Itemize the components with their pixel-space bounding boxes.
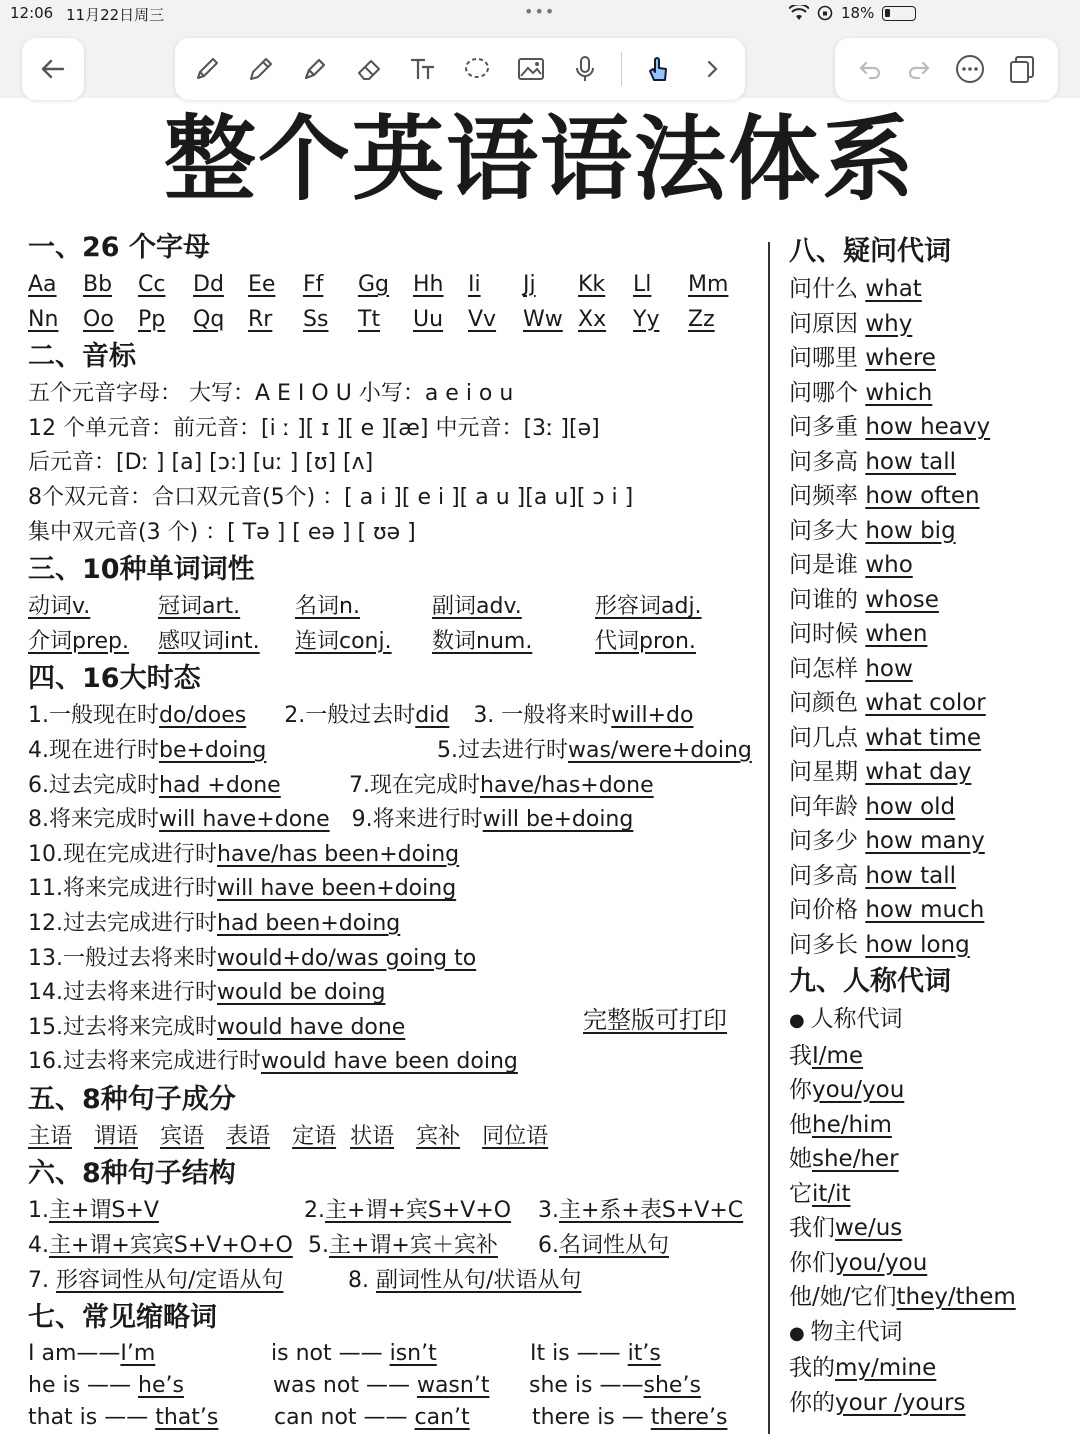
marker-icon [300, 54, 330, 84]
pos-item: 数词num. [432, 628, 533, 654]
interrogative-item-label: 问多大 [789, 517, 866, 544]
letter-pair: Nn [28, 306, 59, 332]
phonetics-line: 集中双元音(3 个) ：[ Tə ] [ eə ] [ ʊə ] [28, 519, 416, 545]
letter-pair: Kk [578, 272, 606, 297]
pos-item: 名词n. [295, 594, 360, 620]
tense-row [28, 769, 758, 804]
letter-pair: Vv [468, 306, 497, 332]
printable-version-link[interactable]: 完整版可打印 [583, 1006, 727, 1034]
interrogative-item-value: who [865, 552, 913, 578]
tense-formula: be+doing [159, 737, 267, 763]
pos-item: 连词conj. [295, 628, 392, 654]
tense-row [28, 942, 758, 977]
interrogative-item [789, 859, 1074, 894]
tense-label: 14.过去将来进行时 [28, 980, 217, 1006]
phonetics-line: 8个双元音：合口双元音(5个) ：[ a i ][ e i ][ a u ][a u][ ɔ i ] [28, 484, 634, 510]
interrogative-item-label: 问哪里 [789, 345, 866, 371]
pos-item: 冠词art. [158, 594, 241, 620]
tense-label: 12.过去完成进行时 [28, 910, 217, 936]
pronoun-item-value: she/her [812, 1146, 899, 1172]
phonetics-line: 12 个单元音：前元音：[i ː ][ ɪ ][ e ][æ] 中元音：[3ː ][ə] [28, 415, 600, 441]
tense-formula: will have been+doing [217, 876, 457, 902]
tense-row [28, 872, 758, 907]
letter-pair: Mm [688, 272, 729, 297]
interrogative-item-label: 问星期 [789, 759, 866, 785]
tense-formula: was/were+doing [568, 737, 752, 763]
tense-label: 9.将来进行时 [351, 807, 483, 833]
image-icon [516, 54, 546, 84]
page-title: 整个英语语法体系 [163, 106, 916, 213]
letters-row-2 [28, 303, 758, 338]
letter-pair: Jj [523, 272, 536, 297]
pronoun-item [789, 1211, 1074, 1246]
contraction-short: it’s [627, 1341, 661, 1367]
pos-item: 动词v. [28, 594, 91, 620]
contraction-short: isn’t [389, 1341, 437, 1367]
interrogative-item [789, 790, 1074, 825]
interrogative-item-label: 问多少 [789, 828, 866, 854]
possessive-item-value: your /yours [835, 1389, 966, 1416]
letter-pair: Aa [28, 272, 57, 297]
contraction-full: can not —— [274, 1405, 415, 1431]
text-tool-icon [408, 54, 438, 84]
redo-icon[interactable] [905, 55, 933, 83]
tense-label: 8.将来完成时 [28, 807, 159, 833]
pronoun-item-value: it/it [812, 1180, 851, 1207]
structure-number: 5. [308, 1233, 329, 1259]
pronoun-item [789, 1073, 1074, 1108]
tense-label: 6.过去完成时 [28, 772, 159, 798]
pos-row-1 [28, 590, 758, 625]
section-tenses-title: 四、16大时态 [28, 663, 201, 695]
tense-formula: will be+doing [482, 807, 634, 833]
structure-item: 副词性从句/状语从句 [375, 1267, 582, 1293]
letter-pair: Ii [468, 272, 481, 297]
interrogative-item-value: what day [865, 759, 972, 785]
structure-number: 2. [304, 1198, 325, 1224]
sentence-elements-row [28, 1120, 758, 1155]
pronoun-item-value: you/you [812, 1077, 905, 1103]
structure-item: 形容词性从句/定语从句 [55, 1267, 284, 1293]
structure-number: 6. [538, 1233, 559, 1259]
pronoun-item [789, 1177, 1074, 1212]
contraction-short: there’s [650, 1405, 728, 1431]
tense-formula: had +done [159, 772, 281, 798]
tense-formula: will have+done [159, 807, 330, 833]
contraction-full: is not —— [271, 1341, 390, 1367]
structure-number: 7. [28, 1267, 56, 1293]
marker-tool[interactable] [297, 51, 333, 87]
back-button[interactable] [22, 38, 84, 100]
contraction-short: that’s [155, 1405, 219, 1431]
structure-number: 8. [348, 1267, 376, 1293]
section-personal-pronouns-title: 九、人称代词 [789, 966, 951, 997]
pos-item: 感叹词int. [158, 628, 260, 654]
interrogative-item-value: how old [865, 793, 956, 820]
interrogative-item [789, 272, 1074, 307]
pronoun-item-value: he/him [812, 1111, 892, 1138]
tense-label: 16.过去将来完成进行时 [28, 1049, 261, 1075]
structure-number: 1. [28, 1198, 49, 1224]
eraser-icon [354, 54, 384, 84]
interrogative-item [789, 479, 1074, 514]
letter-pair: Oo [83, 306, 114, 332]
status-time: 12:06 [10, 4, 54, 22]
tense-formula: had been+doing [217, 910, 401, 936]
structure-item: 主+谓+宾宾S+V+O+O [49, 1233, 293, 1259]
interrogative-item-label: 问频率 [789, 483, 866, 509]
interrogative-item [789, 928, 1074, 963]
more-tools-button[interactable] [694, 51, 730, 87]
structure-item: 主+系+表S+V+C [559, 1198, 744, 1224]
contraction-short: I’m [120, 1341, 156, 1367]
tense-label: 11.将来完成进行时 [28, 876, 217, 902]
interrogative-item [789, 617, 1074, 652]
letter-pair: Ee [248, 272, 276, 297]
tense-label: 4.现在进行时 [28, 737, 159, 763]
structure-row [28, 1194, 758, 1229]
section-interrogatives-title: 八、疑问代词 [789, 236, 951, 267]
pronoun-item [789, 1280, 1074, 1315]
pronoun-item [789, 1039, 1074, 1074]
letter-pair: Tt [358, 306, 381, 332]
image-tool[interactable] [513, 51, 549, 87]
sentence-element: 宾语 [160, 1123, 205, 1149]
interrogative-item [789, 341, 1074, 376]
letter-pair: Uu [413, 306, 444, 332]
lasso-icon [462, 54, 492, 84]
interrogative-item-value: how much [865, 897, 985, 923]
interrogative-item-label: 问多长 [789, 931, 866, 958]
pencil-tool[interactable] [189, 51, 225, 87]
structure-row [28, 1229, 758, 1264]
tense-label: 13.一般过去将来时 [28, 945, 217, 971]
status-bar [0, 0, 1080, 28]
structure-row [28, 1264, 758, 1299]
pronoun-item-label: 你们 [789, 1249, 835, 1276]
interrogative-item-label: 问多高 [789, 862, 866, 889]
interrogative-item [789, 686, 1074, 721]
chevron-right-icon [697, 54, 727, 84]
sentence-element: 宾补 [416, 1123, 461, 1149]
phonetics-line: 五个元音字母： 大写：A E I O U 小写：a e i o u [28, 381, 514, 407]
sentence-element: 谓语 [94, 1123, 139, 1149]
interrogative-item [789, 824, 1074, 859]
touch-icon [643, 54, 673, 84]
tense-formula: would have been doing [261, 1049, 518, 1075]
tense-label: 3. 一般将来时 [473, 703, 612, 729]
letter-pair: Qq [193, 306, 225, 332]
interrogative-item-label: 问年龄 [789, 793, 866, 820]
pronoun-item [789, 1108, 1074, 1143]
pronoun-bullet: ● 人称代词 [789, 1002, 1074, 1039]
sentence-element: 状语 [350, 1123, 395, 1149]
interrogative-item-label: 问怎样 [789, 655, 866, 682]
status-date: 11月22日周三 [66, 6, 165, 24]
pos-item: 代词pron. [595, 628, 696, 654]
structure-item: 名词性从句 [559, 1233, 670, 1259]
letter-pair: Yy [633, 306, 660, 332]
structure-item: 主+谓S+V [49, 1198, 159, 1224]
structure-number: 3. [538, 1198, 559, 1224]
letter-pair: Ss [303, 306, 329, 332]
touch-tool[interactable] [640, 51, 676, 87]
pronoun-item-label: 我们 [789, 1215, 835, 1241]
pos-item: 形容词adj. [595, 594, 702, 620]
contraction-short: he’s [138, 1373, 184, 1399]
interrogative-item-label: 问是谁 [789, 552, 866, 578]
contraction-full: she is —— [529, 1373, 644, 1399]
lasso-tool[interactable] [459, 51, 495, 87]
contraction-full: there is — [532, 1405, 651, 1431]
contraction-short: wasn’t [416, 1373, 490, 1399]
section-contractions-title: 七、常见缩略词 [28, 1302, 217, 1334]
letter-pair: Xx [578, 306, 607, 332]
tense-row [28, 699, 758, 734]
back-arrow-icon [39, 55, 67, 83]
interrogative-item-value: what [865, 276, 922, 302]
tense-label: 10.现在完成进行时 [28, 841, 217, 867]
interrogative-item-value: which [865, 379, 933, 406]
interrogative-item [789, 410, 1074, 445]
interrogative-item-value: when [865, 621, 928, 647]
interrogative-item-label: 问颜色 [789, 690, 866, 716]
pronoun-item-label: 你 [789, 1077, 812, 1103]
more-options-icon[interactable] [954, 53, 986, 85]
text-tool[interactable] [405, 51, 441, 87]
interrogative-list [789, 272, 1074, 962]
tense-label: 1.一般现在时 [28, 703, 159, 729]
interrogative-item-label: 问什么 [789, 276, 866, 302]
left-column [28, 228, 758, 1434]
contraction-full: that is —— [28, 1405, 156, 1431]
drawing-tools [175, 38, 745, 100]
interrogative-item-value: how many [865, 828, 985, 854]
interrogative-item-value: whose [865, 586, 939, 613]
interrogative-item [789, 652, 1074, 687]
letter-pair: Pp [138, 306, 166, 332]
tense-formula: would+do/was going to [217, 945, 477, 971]
section-sentence-structures-title: 六、8种句子结构 [28, 1158, 236, 1190]
microphone-icon [570, 54, 600, 84]
interrogative-item-label: 问时候 [789, 621, 866, 647]
possessive-item-label: 你的 [789, 1389, 835, 1416]
contraction-full: It is —— [530, 1341, 628, 1367]
interrogative-item-label: 问原因 [789, 310, 866, 337]
contraction-full: he is —— [28, 1373, 139, 1399]
interrogative-item [789, 514, 1074, 549]
interrogative-item [789, 721, 1074, 756]
pronoun-item-label: 我 [789, 1042, 812, 1069]
tense-formula: did [415, 703, 450, 729]
interrogative-item [789, 548, 1074, 583]
pronoun-item-value: they/them [896, 1284, 1016, 1310]
microphone-tool[interactable] [567, 51, 603, 87]
contraction-short: can’t [414, 1405, 470, 1431]
letter-pair: Hh [413, 272, 444, 297]
interrogative-item-value: how heavy [865, 414, 991, 440]
contraction-full: I am—— [28, 1341, 121, 1367]
letters-row-1 [28, 268, 758, 303]
wifi-icon [789, 5, 809, 21]
battery-icon [882, 6, 916, 21]
sentence-element: 同位语 [482, 1123, 549, 1149]
possessive-list [789, 1351, 1074, 1420]
letter-pair: Ll [633, 272, 652, 297]
section-sentence-elements-title: 五、8种句子成分 [28, 1083, 236, 1115]
letter-pair: Rr [248, 306, 273, 332]
possessive-item-label: 我的 [789, 1355, 835, 1381]
interrogative-item [789, 583, 1074, 618]
pen-tool[interactable] [243, 51, 279, 87]
sentence-element: 主语 [28, 1123, 73, 1149]
pencil-icon [192, 54, 222, 84]
letter-pair: Dd [193, 272, 224, 297]
interrogative-item-label: 问多重 [789, 414, 866, 440]
letter-pair: Ff [303, 272, 324, 297]
letter-pair: Bb [83, 272, 113, 297]
tense-formula: will+do [611, 703, 694, 729]
tense-formula: would have done [217, 1014, 406, 1040]
pronoun-item [789, 1142, 1074, 1177]
structure-item: 主+谓+宾S+V+O [325, 1198, 512, 1224]
tense-label: 2.一般过去时 [284, 703, 416, 729]
tense-formula: have/has+done [480, 772, 654, 798]
pos-item: 介词prep. [28, 628, 130, 654]
possessive-item-value: my/mine [835, 1355, 937, 1381]
interrogative-item-value: how [865, 655, 913, 682]
right-column [789, 232, 1074, 1420]
tense-formula: have/has been+doing [217, 841, 460, 867]
interrogative-item-label: 问价格 [789, 897, 866, 923]
contraction-row [28, 1370, 758, 1402]
tense-formula: do/does [159, 703, 247, 729]
interrogative-item [789, 755, 1074, 790]
pos-item: 副词adv. [432, 594, 522, 620]
contraction-full: was not —— [273, 1373, 417, 1399]
structure-item: 主+谓+宾＋宾补 [329, 1233, 498, 1259]
interrogative-item-label: 问几点 [789, 724, 866, 751]
pronoun-item [789, 1246, 1074, 1281]
tense-label: 7.现在完成时 [349, 772, 480, 798]
multitask-dots-icon[interactable]: ••• [524, 2, 556, 21]
eraser-tool[interactable] [351, 51, 387, 87]
interrogative-item [789, 376, 1074, 411]
interrogative-item [789, 893, 1074, 928]
interrogative-item-value: why [865, 310, 913, 337]
letter-pair: Gg [358, 272, 390, 297]
interrogative-item-label: 问哪个 [789, 379, 866, 406]
interrogative-item-value: how long [865, 931, 970, 958]
tense-row [28, 838, 758, 873]
possessive-item [789, 1386, 1074, 1421]
interrogative-item-value: what time [865, 724, 982, 751]
pronoun-item-label: 它 [789, 1180, 812, 1207]
section-phonetics-title: 二、音标 [28, 341, 136, 373]
pronoun-item-value: I/me [812, 1042, 864, 1069]
interrogative-item [789, 445, 1074, 480]
pen-icon [246, 54, 276, 84]
edit-actions [835, 38, 1058, 100]
undo-icon[interactable] [856, 55, 884, 83]
interrogative-item [789, 307, 1074, 342]
possessive-item [789, 1351, 1074, 1386]
tense-row [28, 907, 758, 942]
letter-pair: Cc [138, 272, 166, 297]
interrogative-item-value: how often [865, 483, 980, 509]
tense-row [28, 734, 758, 769]
tense-row [28, 1045, 758, 1080]
column-divider [768, 242, 770, 1434]
tense-label: 15.过去将来完成时 [28, 1014, 217, 1040]
tense-row [28, 803, 758, 838]
pronoun-list [789, 1039, 1074, 1315]
interrogative-item-value: how tall [865, 448, 956, 475]
pronoun-item-label: 他 [789, 1111, 812, 1138]
interrogative-item-value: how tall [865, 862, 956, 889]
possessive-bullet: ● 物主代词 [789, 1315, 1074, 1352]
tense-formula: would be doing [217, 980, 386, 1006]
sentence-element: 表语 [226, 1123, 271, 1149]
letter-pair: Ww [523, 306, 563, 332]
section-letters-title: 一、26 个字母 [28, 232, 210, 263]
interrogative-item-label: 问谁的 [789, 586, 866, 613]
toolbar-separator [621, 52, 622, 86]
sentence-element: 定语 [292, 1123, 337, 1149]
letter-pair: Zz [688, 306, 715, 332]
pages-icon[interactable] [1007, 54, 1037, 84]
interrogative-item-value: where [865, 345, 936, 371]
interrogative-item-value: how big [865, 517, 956, 544]
contraction-row [28, 1338, 758, 1370]
orientation-lock-icon [817, 5, 833, 21]
pronoun-item-value: you/you [835, 1249, 928, 1276]
pronoun-item-value: we/us [835, 1215, 903, 1241]
interrogative-item-value: what color [865, 690, 986, 716]
pronoun-item-label: 她 [789, 1146, 812, 1172]
section-pos-title: 三、10种单词词性 [28, 554, 255, 586]
interrogative-item-label: 问多高 [789, 448, 866, 475]
pos-row-2 [28, 625, 758, 660]
tense-label: 5.过去进行时 [437, 737, 568, 763]
battery-percent: 18% [841, 4, 875, 22]
structure-number: 4. [28, 1233, 49, 1259]
contraction-row [28, 1402, 758, 1434]
contraction-short: she’s [643, 1373, 701, 1399]
phonetics-line: 后元音：[Dː ] [a] [ɔ:] [uː ] [ʊ] [ʌ] [28, 450, 374, 476]
pronoun-item-label: 他/她/它们 [789, 1284, 897, 1310]
